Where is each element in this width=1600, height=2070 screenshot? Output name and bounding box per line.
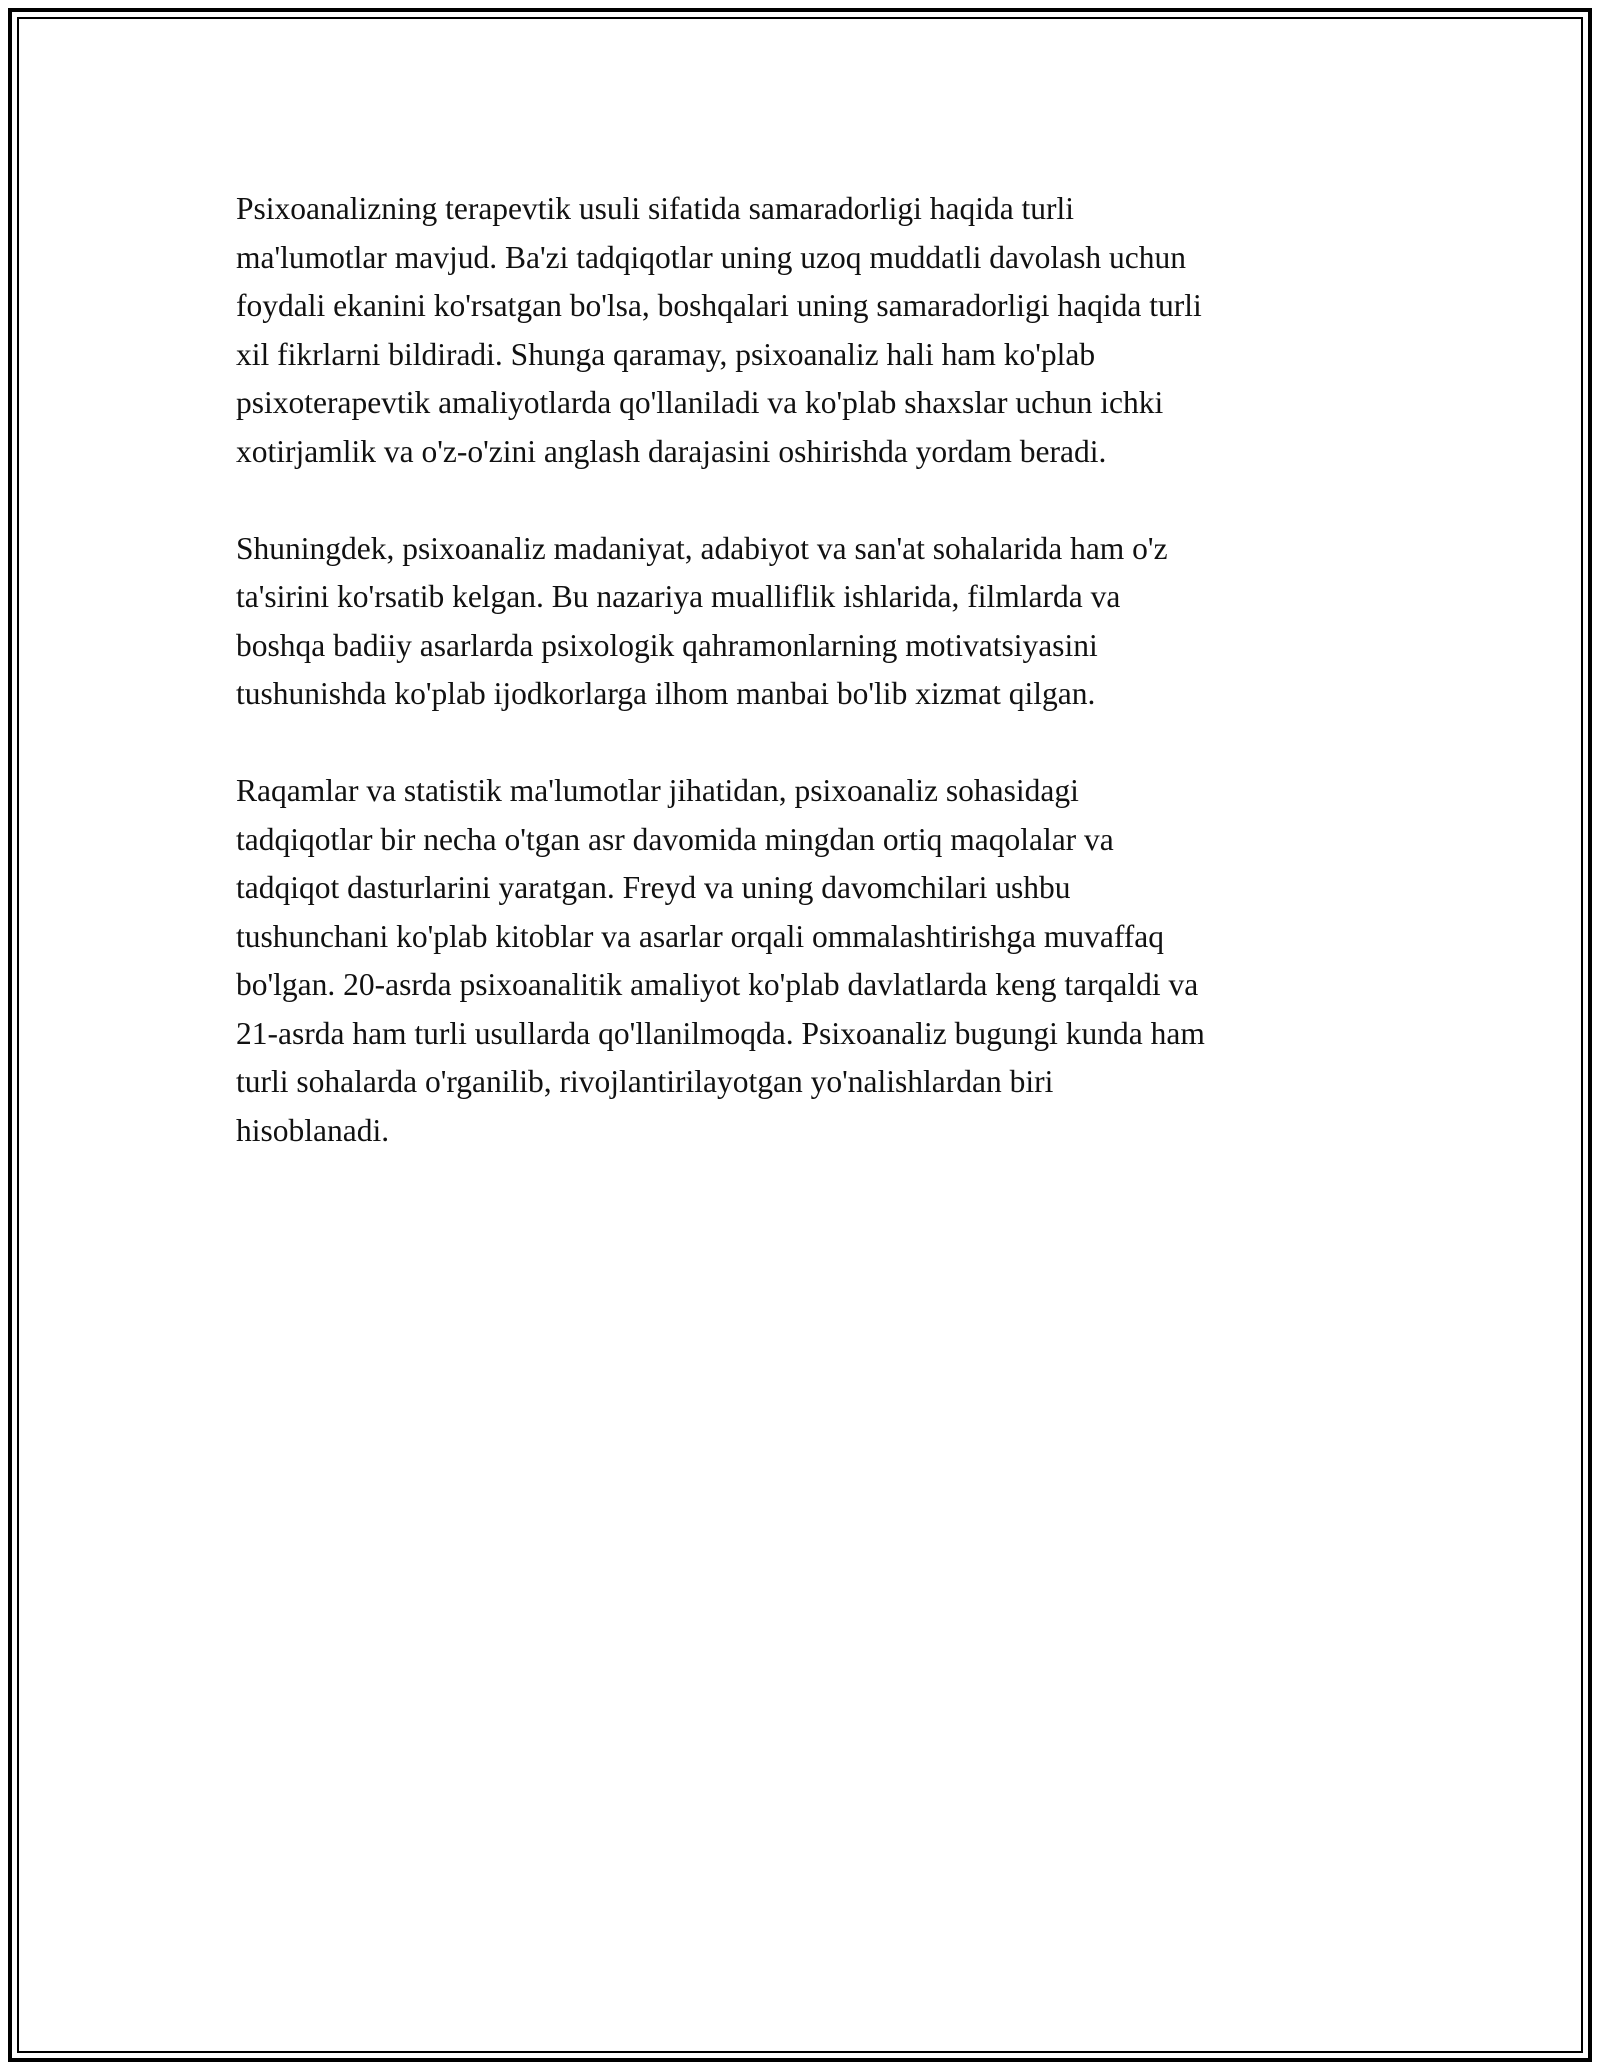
paragraph-3-line-2: tadqiqotlar bir necha o'tgan asr davomida mingdan ortiq maqolalar va <box>236 821 1114 857</box>
paragraph-3-line-4: tushunchani ko'plab kitoblar va asarlar orqali ommalashtirishga muvaffaq <box>236 918 1164 954</box>
paragraph-1-line-2: ma'lumotlar mavjud. Ba'zi tadqiqotlar uning uzoq muddatli davolash uchun <box>236 239 1187 275</box>
paragraph-3-line-7: turli sohalarda o'rganilib, rivojlantirilayotgan yo'nalishlardan biri <box>236 1064 1054 1099</box>
paragraph-2-line-1: Shuningdek, psixoanaliz madaniyat, adabiyot va san'at sohalarida ham o'z <box>236 530 1168 566</box>
paragraph-3-line-6: 21-asrda ham turli usullarda qo'llanilmoqda. Psixoanaliz bugungi kunda ham <box>236 1015 1205 1051</box>
paragraph-1 <box>236 185 1376 476</box>
paragraph-1-line-5: psixoterapevtik amaliyotlarda qo'llaniladi va ko'plab shaxslar uchun ichki <box>236 385 1164 420</box>
paragraph-3-line-5: bo'lgan. 20-asrda psixoanalitik amaliyot ko'plab davlatlarda keng tarqaldi va <box>236 967 1199 1002</box>
paragraph-1-line-1: Psixoanalizning terapevtik usuli sifatida samaradorligi haqida turli <box>236 191 1075 226</box>
paragraph-2-line-4: tushunishda ko'plab ijodkorlarga ilhom manbai bo'lib xizmat qilgan. <box>236 676 1096 711</box>
paragraph-2-line-3: boshqa badiiy asarlarda psixologik qahramonlarning motivatsiyasini <box>236 627 1098 663</box>
paragraph-3-line-8: hisoblanadi. <box>236 1112 390 1148</box>
paragraph-2 <box>236 525 1376 719</box>
document-body <box>236 185 1376 1204</box>
paragraph-1-line-4: xil fikrlarni bildiradi. Shunga qaramay, psixoanaliz hali ham ko'plab <box>236 336 1096 372</box>
paragraph-3-line-3: tadqiqot dasturlarini yaratgan. Freyd va uning davomchilari ushbu <box>236 870 1071 905</box>
paragraph-1-line-6: xotirjamlik va o'z-o'zini anglash darajasini oshirishda yordam beradi. <box>236 433 1107 469</box>
paragraph-3-line-1: Raqamlar va statistik ma'lumotlar jihatidan, psixoanaliz sohasidagi <box>236 773 1079 808</box>
paragraph-3 <box>236 767 1376 1155</box>
paragraph-1-line-3: foydali ekanini ko'rsatgan bo'lsa, boshqalari uning samaradorligi haqida turli <box>236 288 1202 323</box>
paragraph-2-line-2: ta'sirini ko'rsatib kelgan. Bu nazariya mualliflik ishlarida, filmlarda va <box>236 579 1121 614</box>
